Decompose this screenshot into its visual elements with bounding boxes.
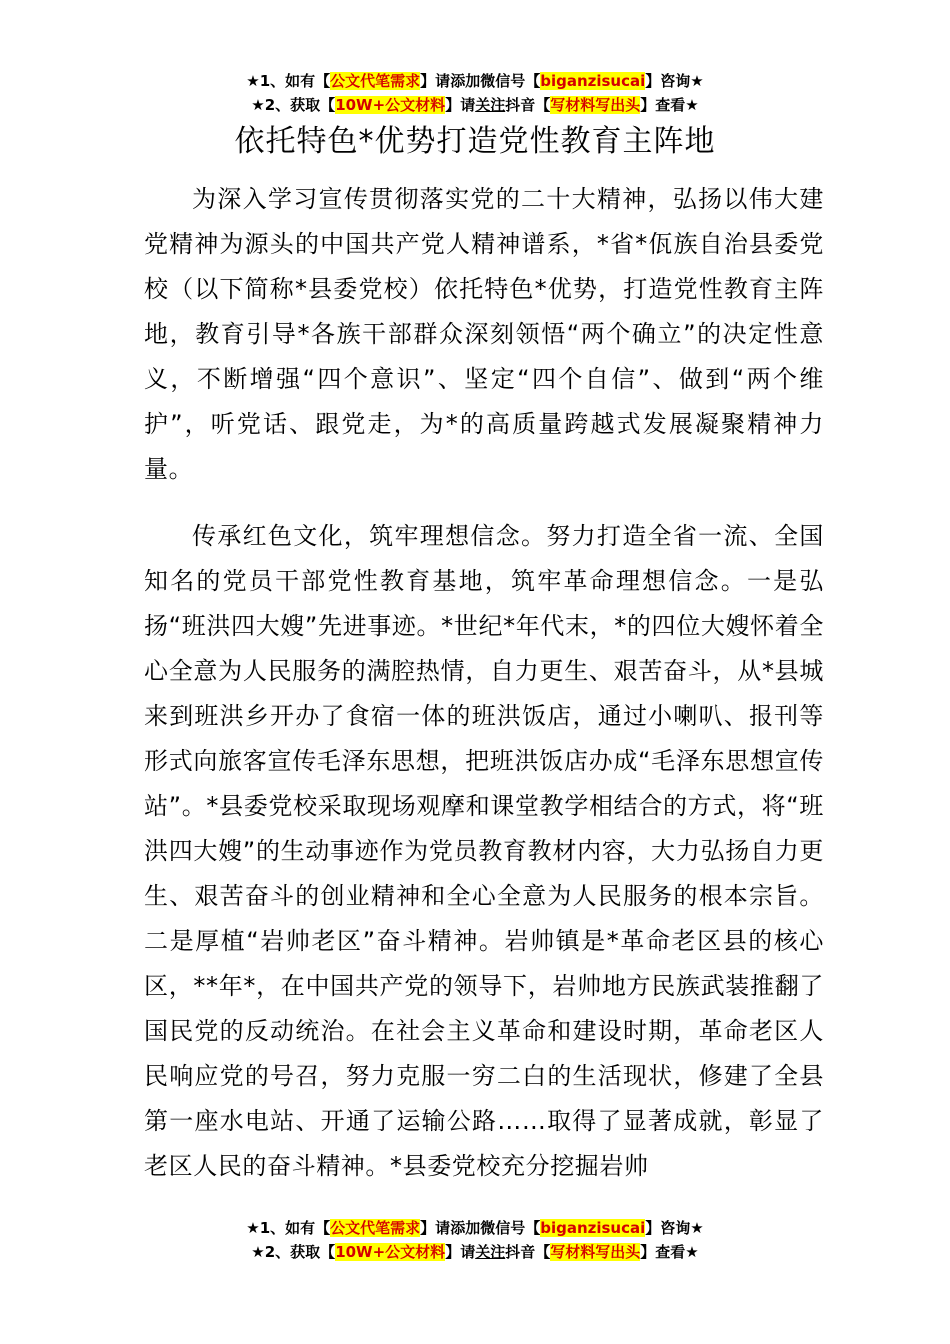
promo-emphasis: 关注: [475, 1243, 506, 1261]
promo-text: 】咨询★: [645, 1219, 704, 1237]
document-body: [144, 177, 824, 1189]
promo-text: 】咨询★: [645, 72, 704, 90]
promo-highlight: 10W+公文材料: [335, 1243, 446, 1261]
document-title: 依托特色*优势打造党性教育主阵地: [234, 124, 716, 159]
promo-text: 】请: [420, 1219, 451, 1237]
promo-text: 】请: [445, 1243, 476, 1261]
promo-text: ★1、如有【: [246, 72, 331, 90]
promo-emphasis: 添加: [450, 72, 481, 90]
paragraph-intro: 为深入学习宣传贯彻落实党的二十大精神，弘扬以伟大建党精神为源头的中国共产党人精神谱系，*省*佤族自治县委党校（以下简称*县委党校）依托特色*优势，打造党性教育主阵地，教育引导*各族干部群众深刻领悟“两个确立”的决定性意义，不断增强“四个意识”、坚定“四个自信”、做到“两个维护”，听党话、跟党走，为*的高质量跨越式发展凝聚精神力量。: [144, 185, 824, 483]
promo-text: 微信号【: [480, 1219, 541, 1237]
promo-line-1: [0, 1216, 950, 1240]
promo-highlight: 公文代笔需求: [330, 72, 421, 90]
paragraph-red-culture: 传承红色文化，筑牢理想信念。努力打造全省一流、全国知名的党员干部党性教育基地，筑牢革命理想信念。一是弘扬“班洪四大嫂”先进事迹。*世纪*年代末，*的四位大嫂怀着全心全意为人民服务的满腔热情，自力更生、艰苦奋斗，从*县城来到班洪乡开办了食宿一体的班洪饭店，通过小喇叭、报刊等形式向旅客宣传毛泽东思想，把班洪饭店办成“毛泽东思想宣传站”。*县委党校采取现场观摩和课堂教学相结合的方式，将“班洪四大嫂”的生动事迹作为党员教育教材内容，大力弘扬自力更生、艰苦奋斗的创业精神和全心全意为人民服务的根本宗旨。二是厚植“岩帅老区”奋斗精神。岩帅镇是*革命老区县的核心区，**年*，在中国共产党的领导下，岩帅地方民族武装推翻了国民党的反动统治。在社会主义革命和建设时期，革命老区人民响应党的号召，努力克服一穷二白的生活现状，修建了全县第一座水电站、开通了运输公路……取得了显著成就，彰显了老区人民的奋斗精神。*县委党校充分挖掘岩帅: [144, 522, 824, 1180]
promo-text: ★2、获取【: [251, 1243, 336, 1261]
promo-highlight: 10W+公文材料: [335, 96, 446, 114]
promo-banner-top: [0, 69, 950, 117]
promo-line-2: [0, 1240, 950, 1264]
promo-text: 】查看★: [640, 96, 699, 114]
promo-text: ★1、如有【: [246, 1219, 331, 1237]
promo-text: 微信号【: [480, 72, 541, 90]
promo-text: 抖音【: [505, 96, 551, 114]
promo-line-2: [0, 93, 950, 117]
promo-text: 抖音【: [505, 1243, 551, 1261]
wechat-id-highlight: biganzisucai: [540, 1219, 646, 1237]
promo-highlight: 公文代笔需求: [330, 1219, 421, 1237]
promo-emphasis: 关注: [475, 96, 506, 114]
douyin-id-highlight: 写材料写出头: [550, 96, 641, 114]
douyin-id-highlight: 写材料写出头: [550, 1243, 641, 1261]
promo-text: 】查看★: [640, 1243, 699, 1261]
promo-emphasis: 添加: [450, 1219, 481, 1237]
promo-line-1: [0, 69, 950, 93]
promo-banner-bottom: [0, 1216, 950, 1264]
promo-text: 】请: [445, 96, 476, 114]
promo-text: 】请: [420, 72, 451, 90]
wechat-id-highlight: biganzisucai: [540, 72, 646, 90]
promo-text: ★2、获取【: [251, 96, 336, 114]
